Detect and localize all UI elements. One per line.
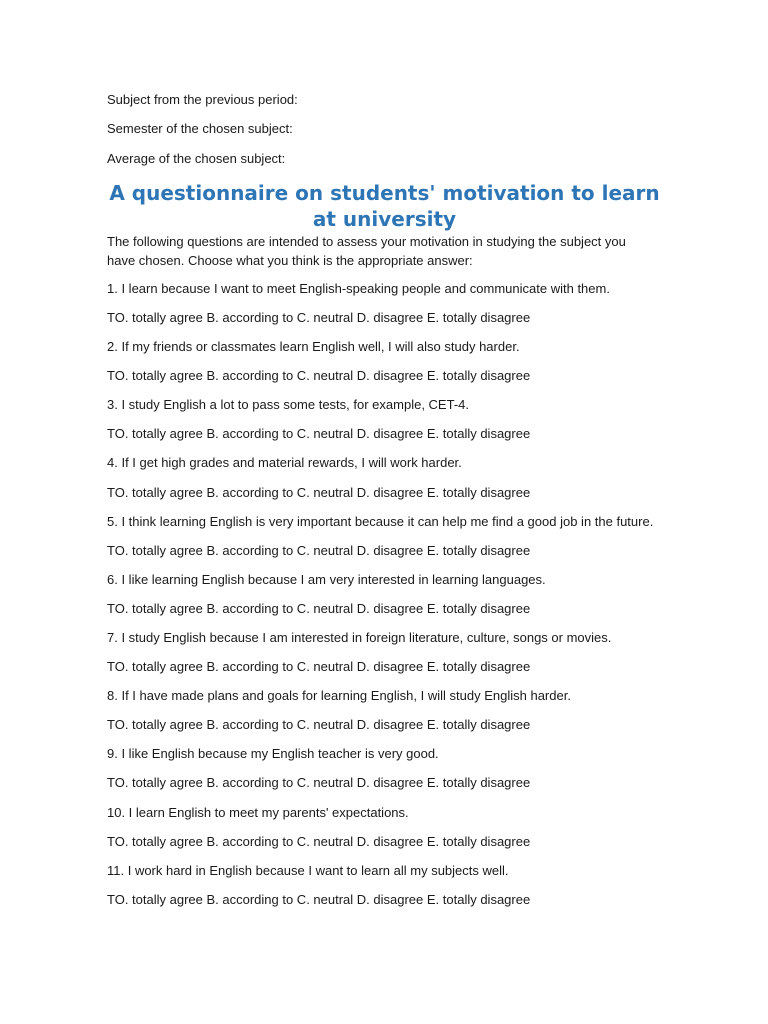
document-page — [107, 91, 667, 920]
question-text: 6. I like learning English because I am very interested in learning languages. — [107, 571, 546, 587]
question-item — [107, 338, 667, 396]
question-list — [107, 280, 667, 920]
answer-options: TO. totally agree B. according to C. neutral D. disagree E. totally disagree — [107, 484, 531, 500]
question-item — [107, 513, 667, 571]
answer-options: TO. totally agree B. according to C. neutral D. disagree E. totally disagree — [107, 775, 531, 791]
question-text: 10. I learn English to meet my parents' expectations. — [107, 804, 409, 820]
answer-options: TO. totally agree B. according to C. neutral D. disagree E. totally disagree — [107, 891, 531, 907]
semester-field: Semester of the chosen subject: — [107, 121, 293, 137]
answer-options: TO. totally agree B. according to C. neutral D. disagree E. totally disagree — [107, 833, 531, 849]
question-item — [107, 629, 667, 687]
answer-options: TO. totally agree B. according to C. neutral D. disagree E. totally disagree — [107, 368, 531, 384]
question-text: 4. If I get high grades and material rewards, I will work harder. — [107, 455, 462, 471]
question-text: 3. I study English a lot to pass some tests, for example, CET-4. — [107, 397, 469, 413]
question-text: 7. I study English because I am interested in foreign literature, culture, songs or movies. — [107, 630, 612, 646]
question-item — [107, 745, 667, 803]
question-text: 11. I work hard in English because I want to learn all my subjects well. — [107, 862, 509, 878]
answer-options: TO. totally agree B. according to C. neutral D. disagree E. totally disagree — [107, 426, 531, 442]
answer-options: TO. totally agree B. according to C. neutral D. disagree E. totally disagree — [107, 659, 531, 675]
question-item — [107, 687, 667, 745]
question-item — [107, 280, 667, 338]
answer-options: TO. totally agree B. according to C. neutral D. disagree E. totally disagree — [107, 600, 531, 616]
question-text: 1. I learn because I want to meet English-speaking people and communicate with them. — [107, 280, 610, 296]
answer-options: TO. totally agree B. according to C. neutral D. disagree E. totally disagree — [107, 717, 531, 733]
question-item — [107, 571, 667, 629]
questionnaire-title: A questionnaire on students' motivation to learn at university — [109, 180, 660, 231]
question-item — [107, 862, 667, 920]
question-item — [107, 804, 667, 862]
average-field: Average of the chosen subject: — [107, 150, 286, 166]
question-text: 8. If I have made plans and goals for learning English, I will study English harder. — [107, 688, 571, 704]
question-text: 5. I think learning English is very important because it can help me find a good job in the future. — [107, 513, 654, 529]
questionnaire-intro: The following questions are intended to assess your motivation in studying the subject you have chosen. Choose what you think is the appropriate answer: — [107, 233, 626, 268]
subject-previous-period-field: Subject from the previous period: — [107, 92, 298, 107]
answer-options: TO. totally agree B. according to C. neutral D. disagree E. totally disagree — [107, 542, 531, 558]
question-item — [107, 454, 667, 512]
question-text: 2. If my friends or classmates learn English well, I will also study harder. — [107, 339, 520, 355]
question-text: 9. I like English because my English teacher is very good. — [107, 746, 439, 762]
answer-options: TO. totally agree B. according to C. neutral D. disagree E. totally disagree — [107, 309, 531, 325]
question-item — [107, 396, 667, 454]
